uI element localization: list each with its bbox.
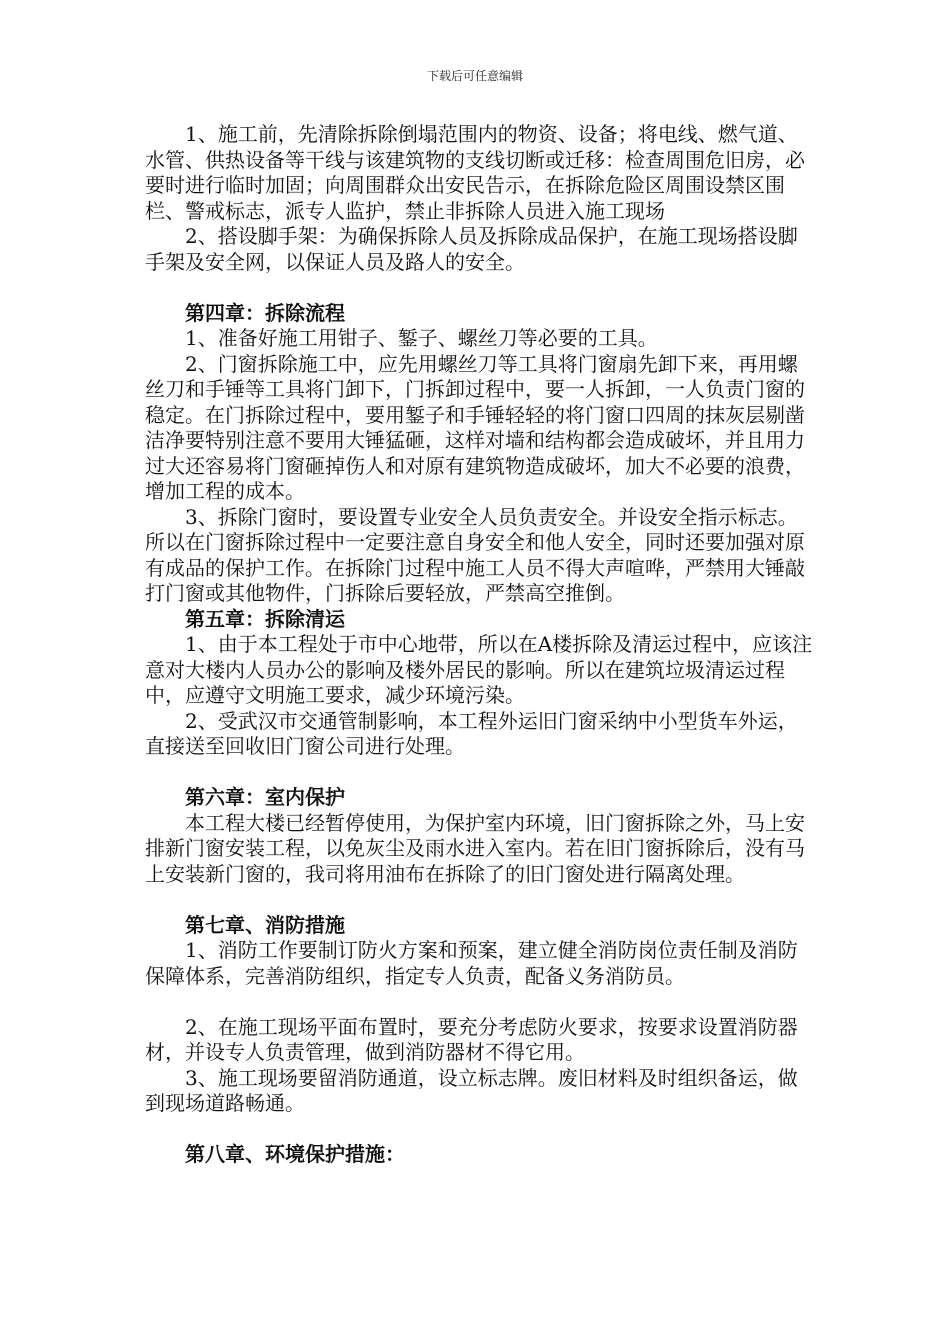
- intro-paragraph-2: 2、搭设脚手架：为确保拆除人员及拆除成品保护，在施工现场搭设脚手架及安全网，以保证人员及路人的安全。: [145, 224, 798, 274]
- page-header: 下载后可任意编辑: [426, 69, 523, 83]
- chapter-4-paragraph-3: 3、拆除门窗时，要设置专业安全人员负责安全。并设安全指示标志。所以在门窗拆除过程中一定要注意自身安全和他人安全，同时还要加强对原有成品的保护工作。在拆除门过程中施工人员不得大声喧哗，严禁用大锤敲打门窗或其他物件，门拆除后要轻放，严禁高空推倒。: [145, 504, 805, 605]
- chapter-5-title: 第五章：拆除清运: [185, 606, 345, 631]
- chapter-6-paragraph-1: 本工程大楼已经暂停使用，为保护室内环境，旧门窗拆除之外，马上安排新门窗安装工程，以免灰尘及雨水进入室内。若在旧门窗拆除后，没有马上安装新门窗的，我司将用油布在拆除了的旧门窗处进行隔离处理。: [145, 810, 805, 886]
- spacer: [145, 887, 815, 913]
- chapter-6-title: 第六章：室内保护: [185, 785, 345, 809]
- chapter-5-paragraph-1: 1、由于本工程处于市中心地带，所以在A楼拆除及清运过程中，应该注意对大楼内人员办公的影响及楼外居民的影响。所以在建筑垃圾清运过程中，应遵守文明施工要求，减少环境污染。: [145, 632, 813, 707]
- chapter-7-paragraph-3: 3、施工现场要留消防通道，设立标志牌。废旧材料及时组织备运，做到现场道路畅通。: [145, 1065, 798, 1115]
- chapter-7-paragraph-1: 1、消防工作要制订防火方案和预案，建立健全消防岗位责任制及消防保障体系，完善消防组织，指定专人负责，配备义务消防员。: [145, 938, 798, 988]
- chapter-7-paragraph-2: 2、在施工现场平面布置时，要充分考虑防火要求，按要求设置消防器材，并设专人负责管理，做到消防器材不得它用。: [145, 1014, 798, 1064]
- spacer: [145, 989, 815, 1015]
- chapter-8-title: 第八章、环境保护措施：: [185, 1142, 405, 1166]
- chapter-7-title: 第七章、消防措施: [185, 912, 345, 937]
- chapter-5-paragraph-2: 2、受武汉市交通管制影响，本工程外运旧门窗采纳中小型货车外运，直接送至回收旧门窗公司进行处理。: [145, 708, 798, 758]
- spacer: [145, 760, 815, 786]
- spacer: [145, 1117, 815, 1143]
- spacer: [145, 275, 815, 301]
- chapter-4-paragraph-2: 2、门窗拆除施工中，应先用螺丝刀等工具将门窗扇先卸下来，再用螺丝刀和手锤等工具将门卸下，门拆卸过程中，要一人拆卸，一人负责门窗的稳定。在门拆除过程中，要用錾子和手锤轻轻的将门窗口四周的抹灰层剔凿洁净要特别注意不要用大锤猛砸，这样对墙和结构都会造成破坏，并且用力过大还容易将门窗砸掉伤人和对原有建筑物造成破坏，加大不必要的浪费，增加工程的成本。: [145, 351, 805, 503]
- chapter-4-title: 第四章：拆除流程: [185, 300, 345, 325]
- intro-paragraph-1: 1、施工前，先清除拆除倒塌范围内的物资、设备；将电线、燃气道、水管、供热设备等干线与该建筑物的支线切断或迁移：检查周围危旧房，必要时进行临时加固；向周围群众出安民告示，在拆除危险区周围设禁区围栏、警戒标志，派专人监护，禁止非拆除人员进入施工现场: [145, 122, 805, 223]
- chapter-4-paragraph-1: 1、准备好施工用钳子、錾子、螺丝刀等必要的工具。: [185, 326, 658, 350]
- document-body: [145, 122, 815, 1168]
